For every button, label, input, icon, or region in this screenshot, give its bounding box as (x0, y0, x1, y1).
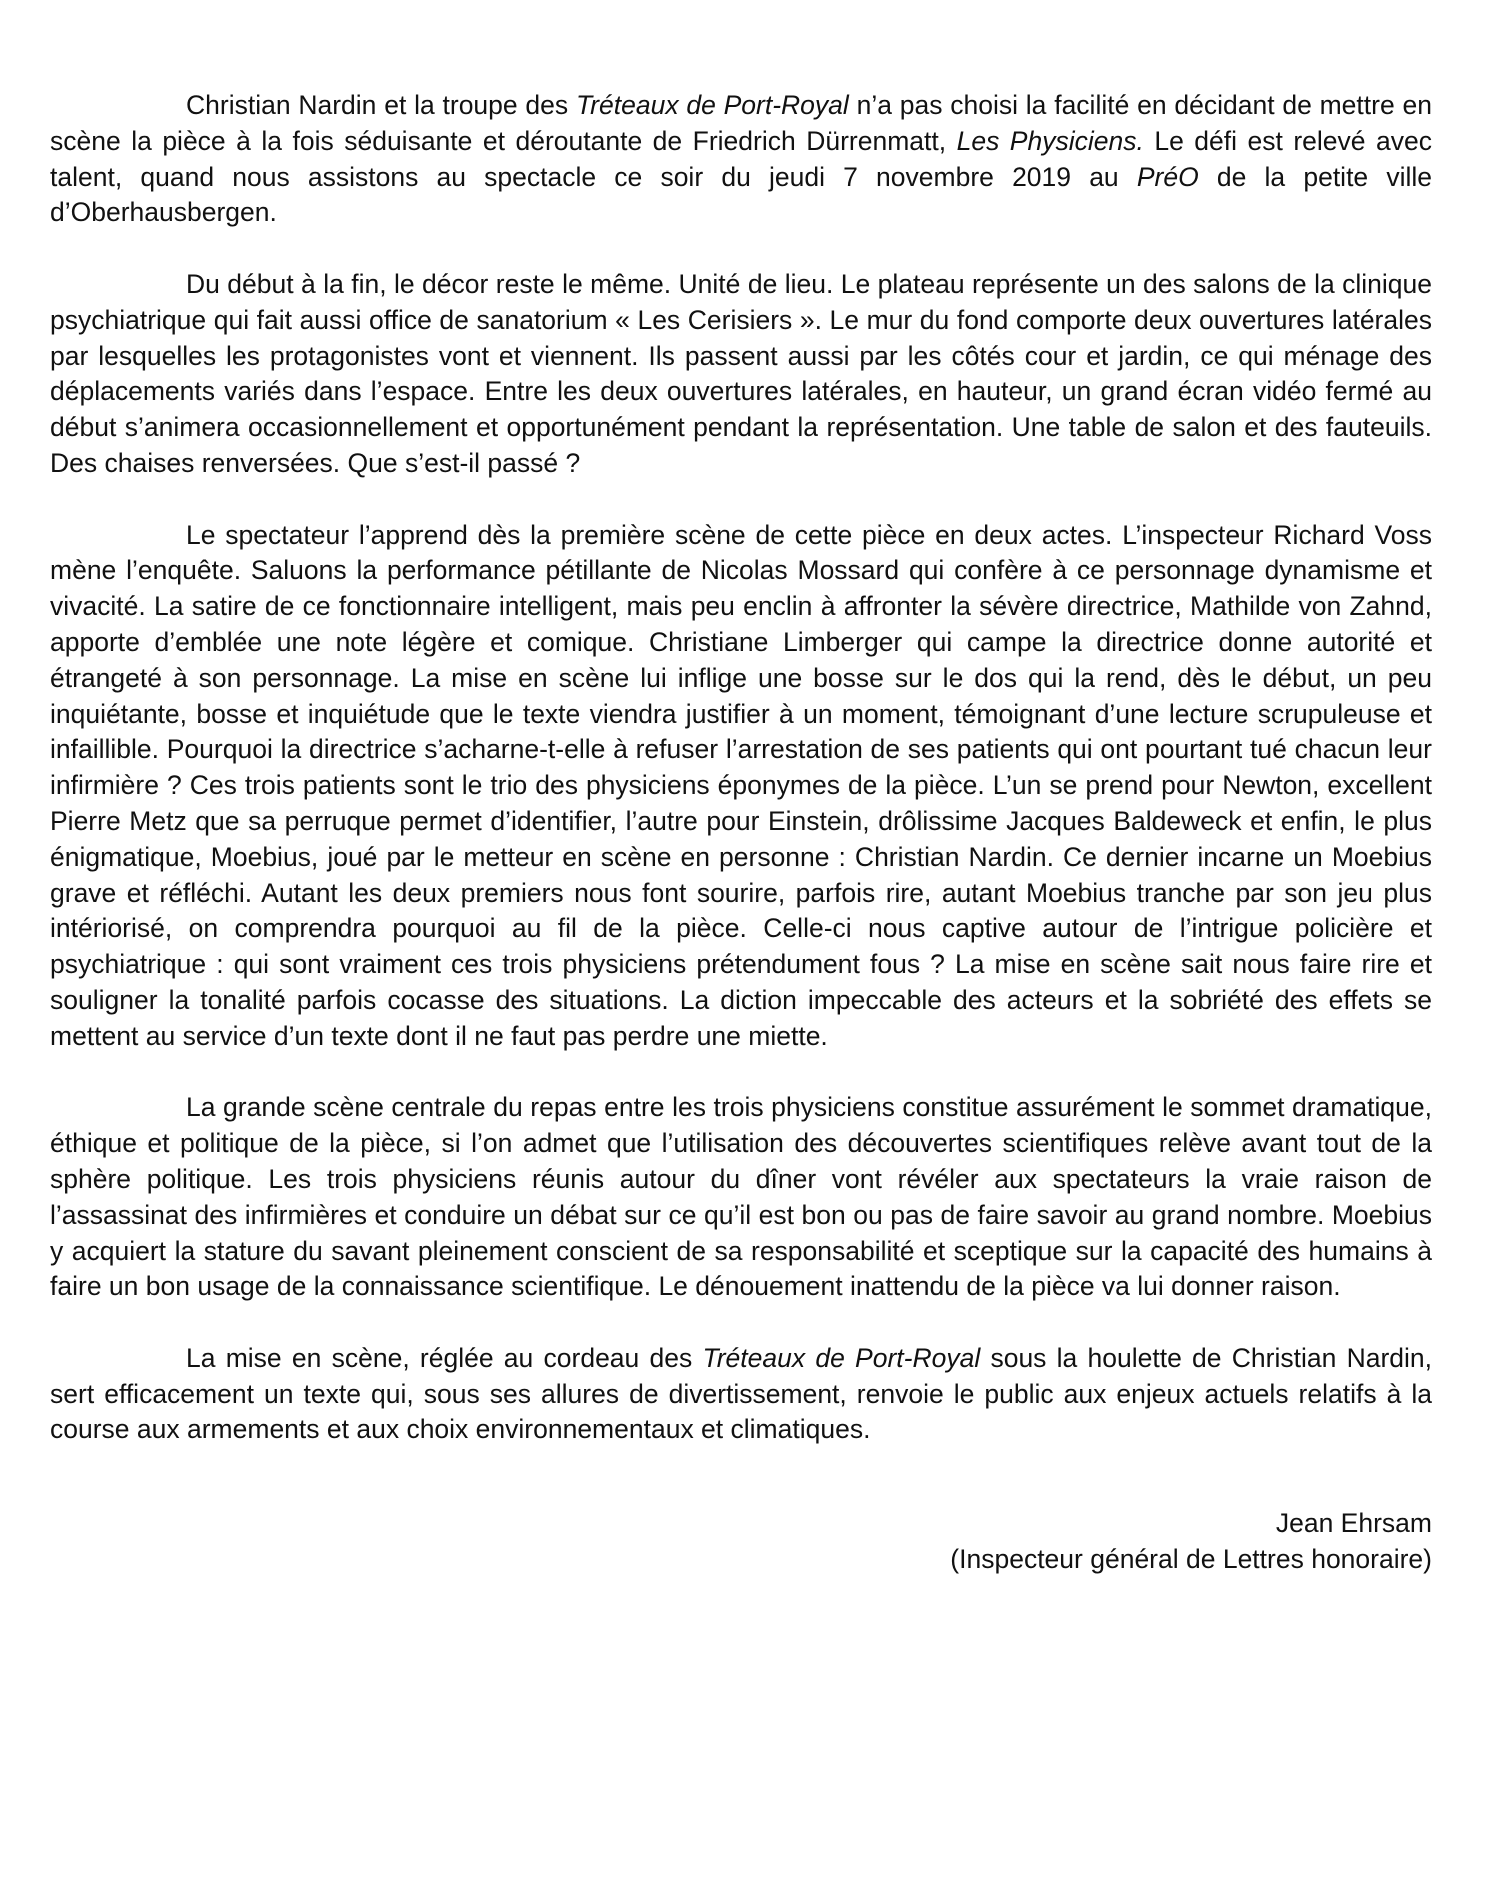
document-page (50, 88, 1432, 1578)
paragraph (50, 88, 1432, 231)
paragraph (50, 1090, 1432, 1305)
signature-block (50, 1506, 1432, 1578)
text-run: La mise en scène, réglée au cordeau des (186, 1342, 703, 1373)
text-run: Du début à la fin, le décor reste le même. Unité de lieu. Le plateau représente un des salons de la clinique psychiatrique qui fait aussi office de sanatorium « Les Cerisiers ». Le mur du fond comporte deux ouvertures latérales par lesquelles les protagonistes vont et viennent. Ils passent aussi par les côtés cour et jardin, ce qui ménage des déplacements variés dans l’espace. Entre les deux ouvertures latérales, en hauteur, un grand écran vidéo fermé au début s’animera occasionnellement et opportunément pendant la représentation. Une table de salon et des fauteuils. Des chaises renversées. Que s’est-il passé ? (50, 268, 1432, 478)
paragraph (50, 267, 1432, 482)
text-run: sous la houlette de Christian Nardin, sert efficacement un texte qui, sous ses allures de divertissement, renvoie le public aux enjeux actuels relatifs à la course aux armements et aux choix environnementaux et climatiques. (50, 1342, 1432, 1445)
text-run: Le défi est relevé avec talent, quand nous assistons au spectacle ce soir du jeudi 7 novembre 2019 au (50, 125, 1432, 192)
italic-text: PréO (1136, 161, 1199, 192)
text-run: La grande scène centrale du repas entre les trois physiciens constitue assurément le sommet dramatique, éthique et politique de la pièce, si l’on admet que l’utilisation des découvertes scientifiques relève avant tout de la sphère politique. Les trois physiciens réunis autour du dîner vont révéler aux spectateurs la vraie raison de l’assassinat des infirmières et conduire un débat sur ce qu’il est bon ou pas de faire savoir au grand nombre. Moebius y acquiert la stature du savant pleinement conscient de sa responsabilité et sceptique sur la capacité des humains à faire un bon usage de la connaissance scientifique. Le dénouement inattendu de la pièce va lui donner raison. (50, 1092, 1432, 1302)
author-name: Jean Ehrsam (1275, 1508, 1432, 1539)
italic-text: Tréteaux de Port-Royal (575, 90, 849, 120)
text-run: Le spectateur l’apprend dès la première scène de cette pièce en deux actes. L’inspecteur Richard Voss mène l’enquête. Saluons la performance pétillante de Nicolas Mossard qui confère à ce personnage dynamisme et vivacité. La satire de ce fonctionnaire intelligent, mais peu enclin à affronter la sévère directrice, Mathilde von Zahnd, apporte d’emblée une note légère et comique. Christiane Limberger qui campe la directrice donne autorité et étrangeté à son personnage. La mise en scène lui inflige une bosse sur le dos qui la rend, dès le début, un peu inquiétante, bosse et inquiétude que le texte viendra justifier à un moment, témoignant d’une lecture scrupuleuse et infaillible. Pourquoi la directrice s’acharne-t-elle à refuser l’arrestation de ses patients qui ont pourtant tué chacun leur infirmière ? Ces trois patients sont le trio des physiciens éponymes de la pièce. L’un se prend pour Newton, excellent Pierre Metz que sa perruque permet d’identifier, l’autre pour Einstein, drôlissime Jacques Baldeweck et enfin, le plus énigmatique, Moebius, joué par le metteur en scène en personne : Christian Nardin. Ce dernier incarne un Moebius grave et réfléchi. Autant les deux premiers nous font sourire, parfois rire, autant Moebius tranche par son jeu plus intériorisé, on comprendra pourquoi au fil de la pièce. Celle-ci nous captive autour de l’intrigue policière et psychiatrique : qui sont vraiment ces trois physiciens prétendument fous ? La mise en scène sait nous faire rire et souligner la tonalité parfois cocasse des situations. La diction impeccable des acteurs et la sobriété des effets se mettent au service d’un texte dont il ne faut pas perdre une miette. (50, 519, 1432, 1051)
italic-text: Les Physiciens. (956, 125, 1144, 156)
paragraph (50, 518, 1432, 1055)
italic-text: Tréteaux de Port-Royal (702, 1342, 981, 1373)
author-title: (Inspecteur général de Lettres honoraire) (950, 1544, 1432, 1575)
text-run: Christian Nardin et la troupe des (186, 90, 576, 120)
text-run: de la petite ville d’Oberhausbergen. (50, 161, 1432, 228)
text-run: n’a pas choisi la facilité en décidant de mettre en scène la pièce à la fois séduisante et déroutante de Friedrich Dürrenmatt, (50, 90, 1432, 156)
paragraph (50, 1341, 1432, 1448)
document-body (50, 88, 1432, 1448)
